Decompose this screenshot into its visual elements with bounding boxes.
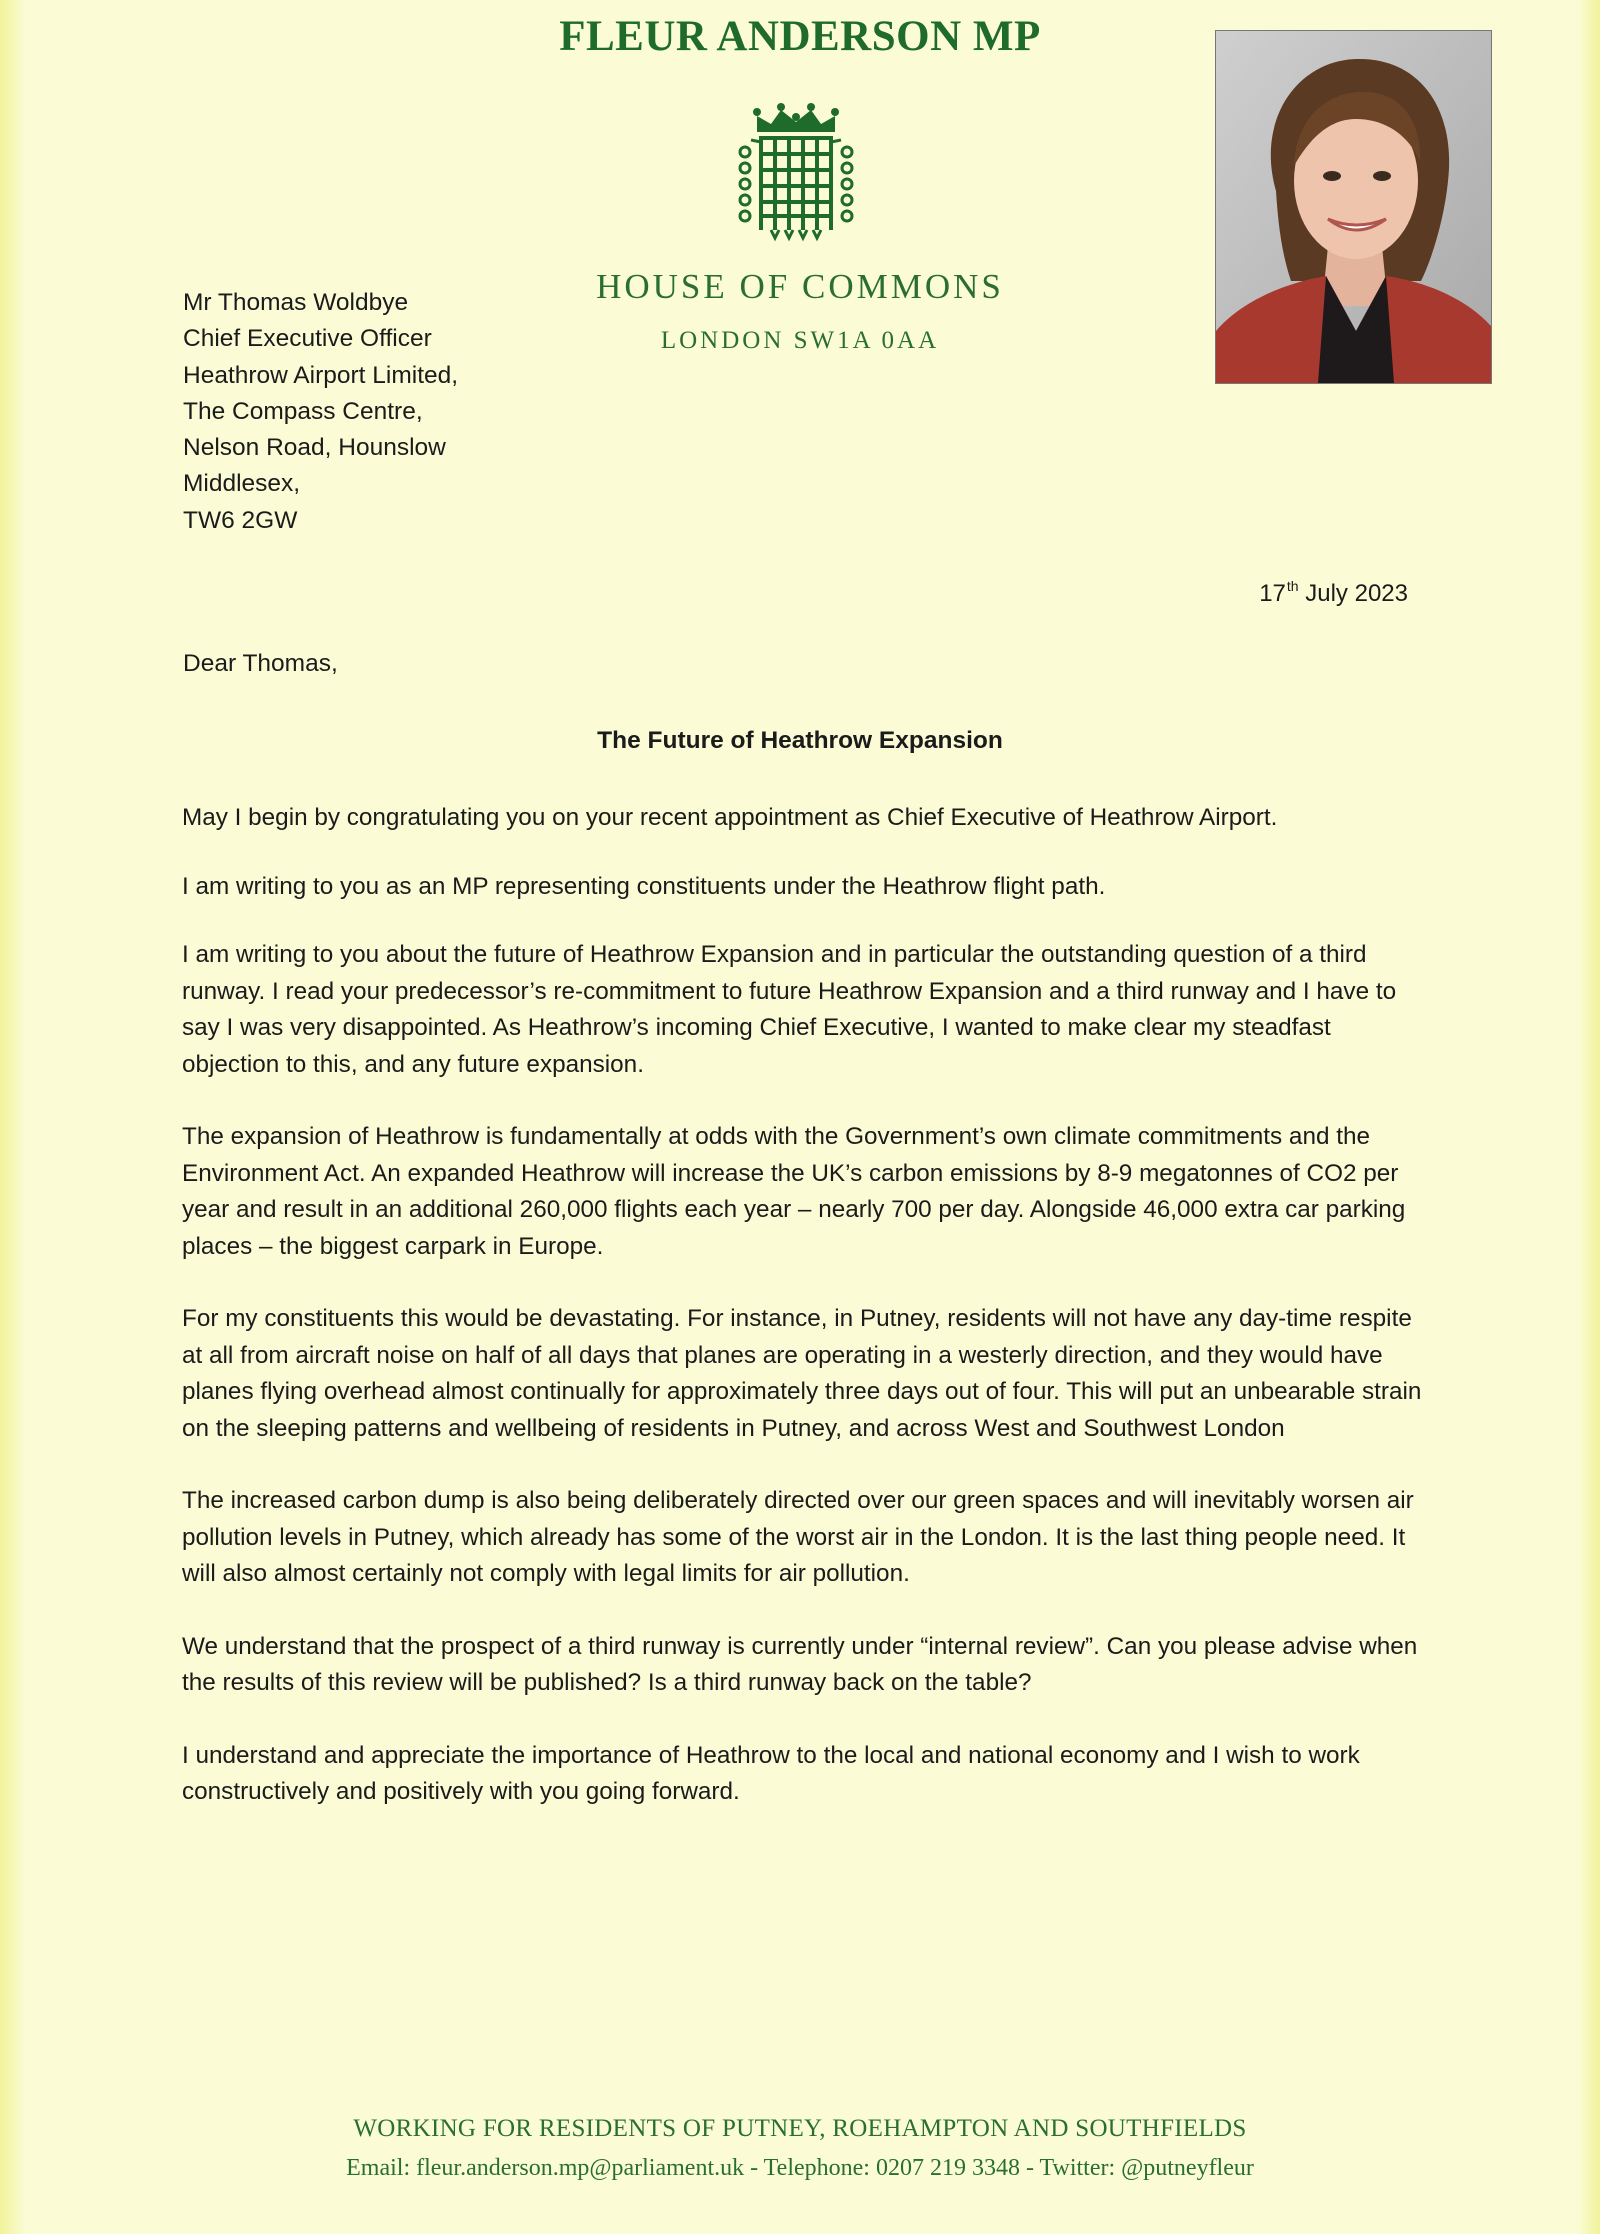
recipient-address-block [183, 285, 458, 539]
body-paragraph: I understand and appreciate the importance of Heathrow to the local and national economy and I wish to work constructively and positively with you going forward. [182, 1741, 1360, 1805]
recipient-line: Nelson Road, Hounslow [183, 434, 446, 462]
mp-name-heading: FLEUR ANDERSON MP [559, 13, 1041, 60]
body-paragraph: I am writing to you as an MP representing constituents under the Heathrow flight path. [182, 872, 1106, 900]
recipient-line: TW6 2GW [183, 506, 298, 534]
body-paragraph: For my constituents this would be devastating. For instance, in Putney, residents will not have any day-time respite at all from aircraft noise on half of all days that planes are operating in a westerly direction, and they would have planes flying overhead almost continually for approximately three days out of four. This will put an unbearable strain on the sleeping patterns and wellbeing of residents in Putney, and across West and Southwest London [182, 1305, 1422, 1442]
date-month-year: July 2023 [1305, 580, 1408, 607]
subject-heading: The Future of Heathrow Expansion [597, 727, 1003, 754]
footer-contact: Email: fleur.anderson.mp@parliament.uk - Telephone: 0207 219 3348 - Twitter: @putneyfleur [346, 2155, 1254, 2181]
salutation: Dear Thomas, [183, 650, 338, 677]
body-paragraph: I am writing to you about the future of Heathrow Expansion and in particular the outstanding question of a third runway. I read your predecessor’s re-commitment to future Heathrow Expansion and a third runway and I have to say I was very disappointed. As Heathrow’s incoming Chief Executive, I wanted to make clear my steadfast objection to this, and any future expansion. [182, 941, 1397, 1078]
body-paragraph: We understand that the prospect of a third runway is currently under “internal review”. Can you please advise when the results of this review will be published? Is a third runway back on the table? [182, 1632, 1418, 1696]
date-day: 17 [1259, 580, 1286, 607]
letter-date [1259, 578, 1408, 608]
recipient-line: Chief Executive Officer [183, 325, 432, 353]
paper-edge-left [0, 0, 26, 2234]
recipient-line: The Compass Centre, [183, 397, 423, 425]
portcullis-icon [737, 102, 855, 242]
body-paragraph: The increased carbon dump is also being deliberately directed over our green spaces and will inevitably worsen air pollution levels in Putney, which already has some of the worst air in the London. It is the last thing people need. It will also almost certainly not comply with legal limits for air pollution. [182, 1487, 1414, 1587]
recipient-line: Mr Thomas Woldbye [183, 289, 409, 316]
body-paragraph: The expansion of Heathrow is fundamentally at odds with the Government’s own climate commitments and the Environment Act. An expanded Heathrow will increase the UK’s carbon emissions by 8-9 megatonnes of CO2 per year and result in an additional 260,000 flights each year – nearly 700 per day. Alongside 46,000 extra car parking places – the biggest carpark in Europe. [182, 1123, 1406, 1260]
body-paragraph: May I begin by congratulating you on your recent appointment as Chief Executive of Heathrow Airport. [182, 804, 1278, 831]
paper-edge-right [1578, 0, 1600, 2234]
house-of-commons-address: LONDON SW1A 0AA [660, 327, 940, 354]
house-of-commons-title: HOUSE OF COMMONS [596, 267, 1004, 306]
mp-portrait [1215, 30, 1492, 384]
recipient-line: Middlesex, [183, 470, 301, 498]
recipient-line: Heathrow Airport Limited, [183, 361, 459, 389]
footer-tagline: WORKING FOR RESIDENTS OF PUTNEY, ROEHAMPTON AND SOUTHFIELDS [353, 2115, 1247, 2142]
letter-body [182, 800, 1427, 1847]
date-suffix: th [1286, 578, 1299, 594]
